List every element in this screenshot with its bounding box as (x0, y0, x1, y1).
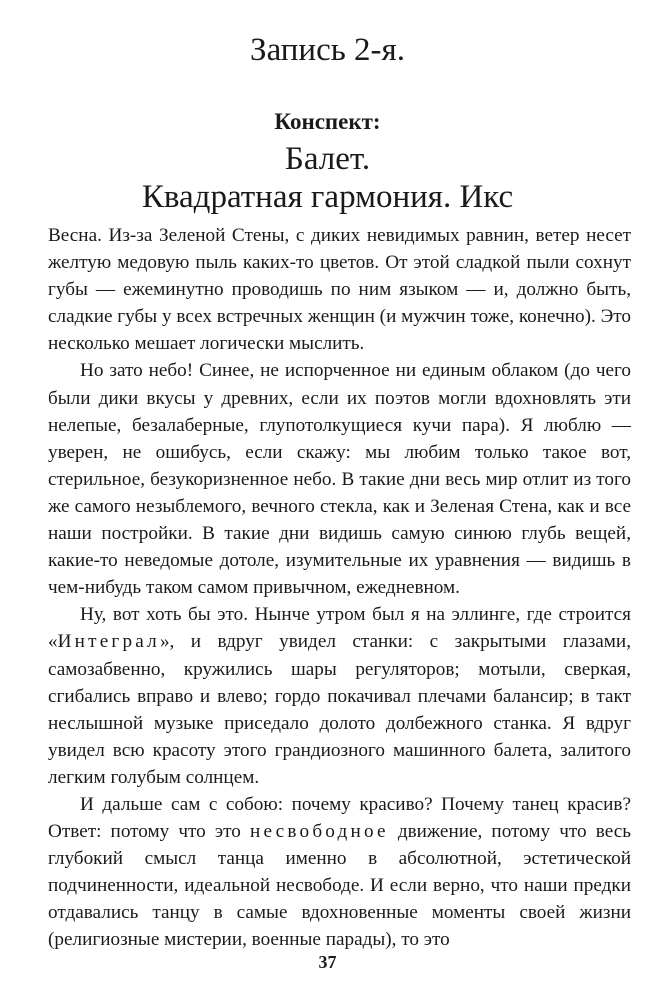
paragraph-3-text-after: », и вдруг увидел станки: с закрытыми глазами, самозабвенно, кружились шары регуляторов; мотыли, сверкая, сгибались вправо и влево; гордо покачивал плечами балансир; в такт неслышной музыке приседало долото долбежного станка. Я вдруг увидел всю красоту этого грандиозного машинного балета, залитого легким голубым солнцем. (48, 631, 631, 788)
summary-topics (0, 140, 655, 216)
paragraph-4-emphasis: несвободное (250, 821, 389, 843)
paragraph-3-emphasis: Интеграл (57, 631, 160, 653)
paragraph-2: Но зато небо! Синее, не испорченное ни единым облаком (до чего были дики вкусы у древних, если их поэтов могли вдохновлять эти нелепые, безалаберные, глупотолкущиеся кучи пара). Я люблю — уверен, не ошибусь, если скажу: мы любим только такое вот, стерильное, безукоризненное небо. В такие дни весь мир отлит из того же самого незыблемого, вечного стекла, как и Зеленая Стена, как и все наши постройки. В такие дни видишь самую синюю глубь вещей, какие-то неведомые дотоле, изумительные их уравнения — видишь в чем-нибудь таком самом привычном, ежедневном. (48, 360, 631, 599)
paragraph-3-text-before: Ну, вот хоть бы это. Нынче утром был я на эллинге, где строится « (48, 604, 631, 653)
paragraph-3 (48, 601, 631, 791)
summary-topic-line: Балет. (284, 141, 371, 177)
page-number: 37 (318, 952, 337, 972)
entry-title: Запись 2-я. (250, 32, 405, 68)
paragraph-4-text-before: И дальше сам с собою: почему красиво? Почему танец красив? Ответ: потому что это (48, 793, 631, 843)
paragraph-4-text-after: движение, потому что весь глубокий смысл танца именно в абсолютной, эстетической подчиненности, идеальной несвободе. И если верно, что наши предки отдавались танцу в самые вдохновенные моменты своей жизни (религиозные мистерии, военные парады), то это (48, 821, 631, 951)
summary-topic-line: Квадратная гармония. Икс (141, 179, 514, 215)
paragraph-1: Весна. Из-за Зеленой Стены, с диких невидимых равнин, ветер несет желтую медовую пыль каких-то цветов. От этой сладкой пыли сохнут губы — ежеминутно проводишь по ним языком — и, должно быть, сладкие губы у всех встречных женщин (и мужчин тоже, конечно). Это несколько мешает логически мыслить. (48, 225, 631, 355)
paragraph-4 (48, 791, 631, 954)
body-text (48, 222, 631, 954)
summary-label: Конспект: (274, 109, 381, 134)
